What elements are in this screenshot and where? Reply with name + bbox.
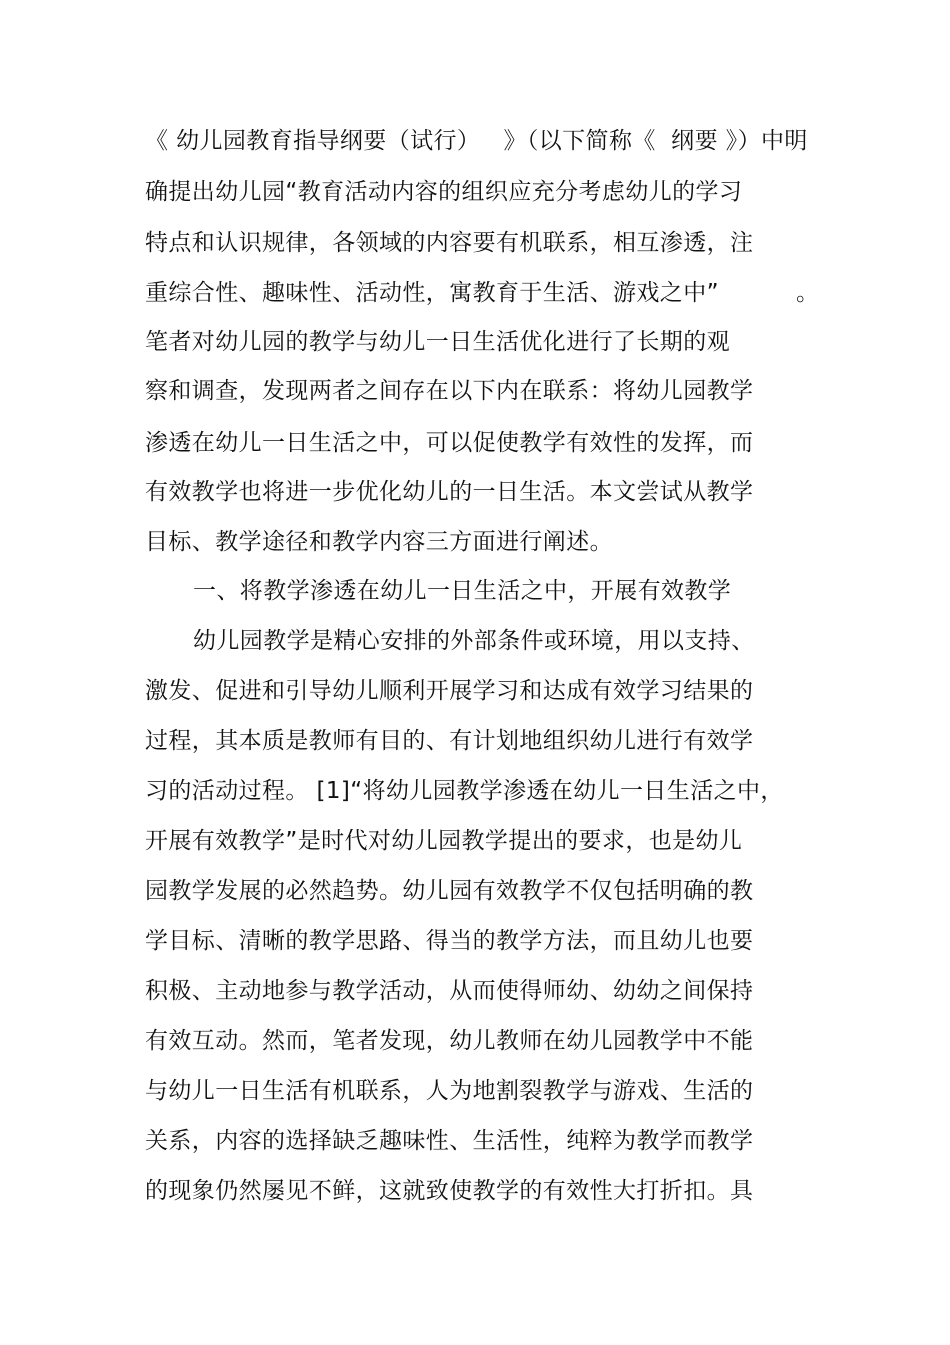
text-line: 开展有效教学”是时代对幼儿园教学提出的要求，也是幼儿 xyxy=(145,828,743,854)
text-line: 笔者对幼儿园的教学与幼儿一日生活优化进行了长期的观 xyxy=(145,329,730,355)
text-line: 积极、主动地参与教学活动，从而使得师幼、幼幼之间保持 xyxy=(145,978,754,1004)
text-line: 关系，内容的选择缺乏趣味性、生活性，纯粹为教学而教学 xyxy=(145,1128,754,1154)
text-line: 重综合性、趣味性、活动性，寓教育于生活、游戏之中” 。 xyxy=(145,280,820,306)
text-line: 园教学发展的必然趋势。幼儿园有效教学不仅包括明确的教 xyxy=(145,878,754,904)
text-line: 与幼儿一日生活有机联系，人为地割裂教学与游戏、生活的 xyxy=(145,1078,754,1104)
text-line: 目标、教学途径和教学内容三方面进行阐述。 xyxy=(145,529,613,555)
text-line: 学目标、清晰的教学思路、得当的教学方法，而且幼儿也要 xyxy=(145,928,754,954)
text-line: 确提出幼儿园“教育活动内容的组织应充分考虑幼儿的学习 xyxy=(145,179,743,205)
text-line: 激发、促进和引导幼儿顺利开展学习和达成有效学习结果的 xyxy=(145,678,754,704)
text-line: 有效教学也将进一步优化幼儿的一日生活。本文尝试从教学 xyxy=(145,479,754,505)
text-line: 察和调查，发现两者之间存在以下内在联系：将幼儿园教学 xyxy=(145,378,754,404)
text-line: 过程，其本质是教师有目的、有计划地组织幼儿进行有效学 xyxy=(145,728,754,754)
section-heading: 一、将教学渗透在幼儿一日生活之中，开展有效教学 xyxy=(193,578,732,604)
text-line: 幼儿园教学是精心安排的外部条件或环境，用以支持、 xyxy=(193,628,755,654)
text-line: 渗透在幼儿一日生活之中，可以促使教学有效性的发挥，而 xyxy=(145,430,754,456)
text-line: 有效互动。然而，笔者发现，幼儿教师在幼儿园教学中不能 xyxy=(145,1028,754,1054)
text-line: 特点和认识规律，各领域的内容要有机联系，相互渗透，注 xyxy=(145,230,754,256)
text-line: 《 幼儿园教育指导纲要（试行） 》（以下简称《 纲要 》）中明 xyxy=(145,128,808,154)
text-line: 的现象仍然屡见不鲜，这就致使教学的有效性大打折扣。具 xyxy=(145,1178,754,1204)
text-line: 习的活动过程。 [1]“将幼儿园教学渗透在幼儿一日生活之中， xyxy=(145,778,784,804)
